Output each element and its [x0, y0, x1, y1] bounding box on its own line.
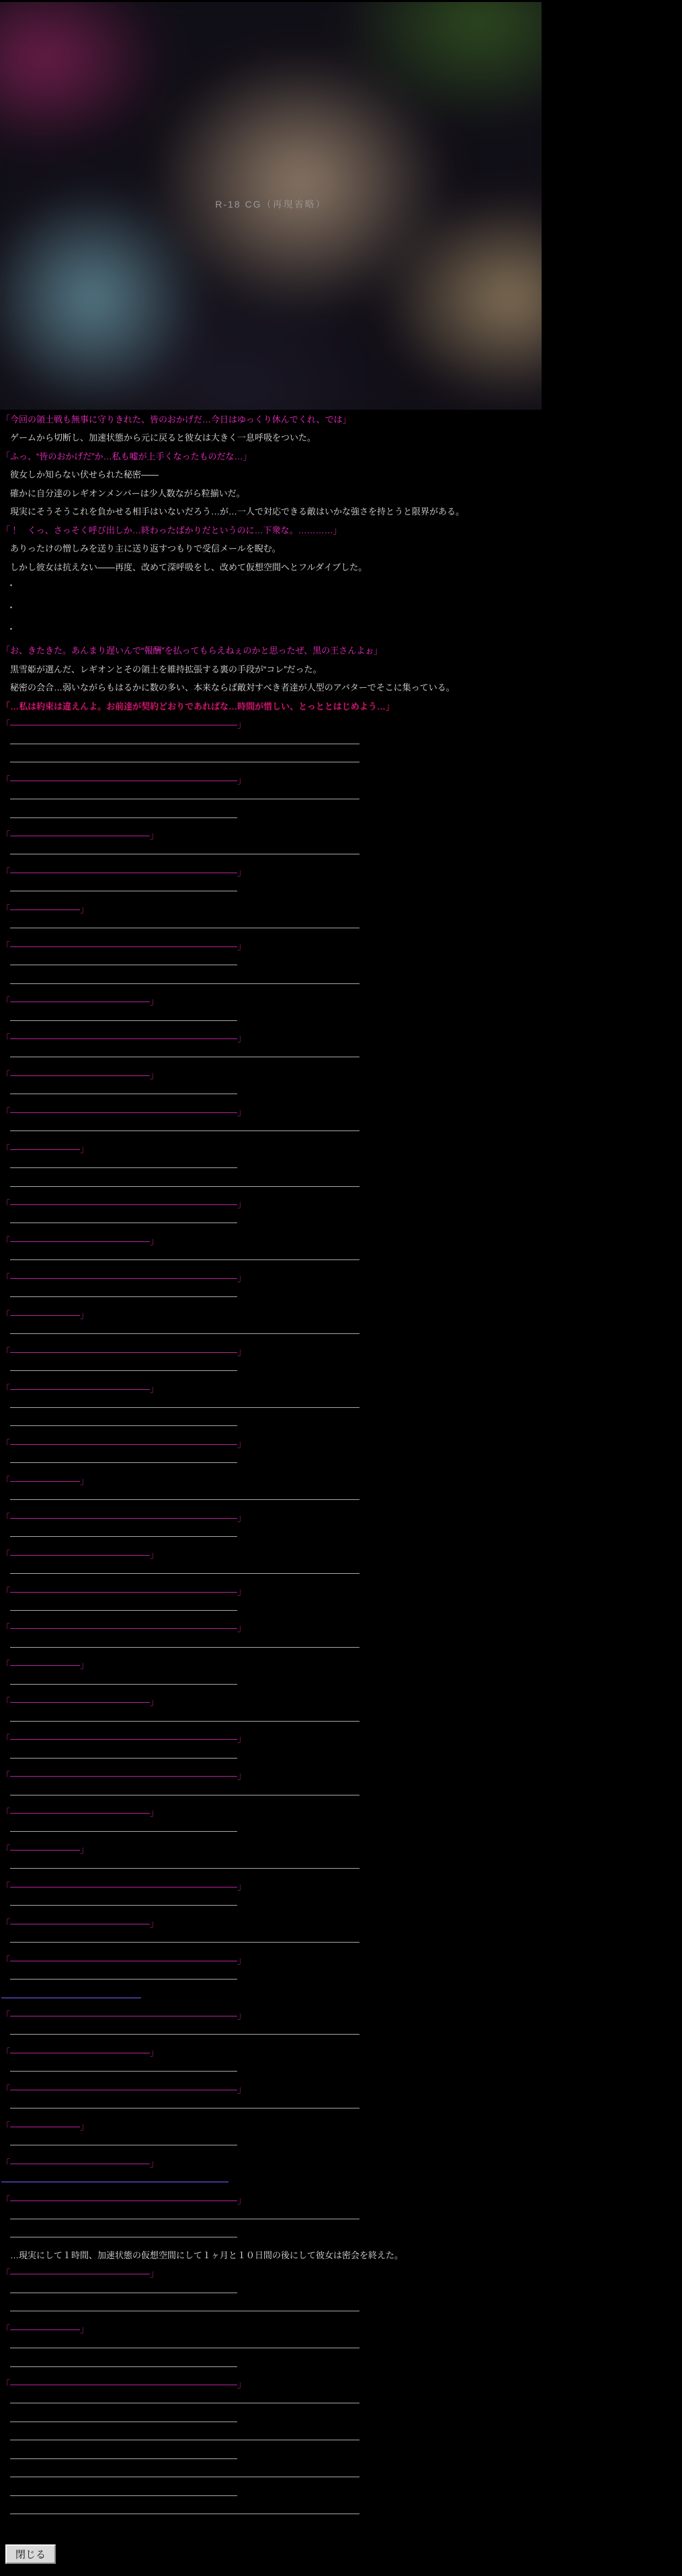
- log-line-redacted: ――――――――――――――――――――――――――: [1, 885, 237, 896]
- log-line: 「お、きたきた。あんまり遅いんで“報酬”を払ってもらえねぇのかと思ったぜ、黒の王さんよぉ」: [1, 646, 383, 656]
- log-line-redacted: 「――――――――――――――――――――――――――」: [1, 1623, 246, 1634]
- log-line-redacted: 「――――――――――――――――――――――――――」: [1, 1199, 246, 1210]
- log-line: 黒雪姫が選んだ、レギオンとその領土を維持拡張する裏の手段が“コレ”だった。: [1, 664, 322, 674]
- log-line-redacted: ――――――――――――――――――――――――――――――――――――――――: [1, 738, 359, 748]
- log-line-redacted: ――――――――――――――――――――――――――――――――――――――――: [1, 1568, 359, 1579]
- log-line-redacted: 「――――――――――――――――」: [1, 2268, 159, 2279]
- log-line-redacted: 「――――――――――――――――――――――――――」: [1, 940, 246, 951]
- log-line-redacted: 「――――――――――――――――――――――――――」: [1, 1438, 246, 1449]
- log-line: 「！ くっ、さっそく呼び出しか…終わったばかりだというのに…下衆な。…………」: [1, 525, 342, 535]
- log-line-redacted: ――――――――――――――――――――――――――: [1, 1217, 237, 1228]
- log-line-redacted: ――――――――――――――――――――――――――――――――――――――――: [1, 1254, 359, 1265]
- log-line-redacted: 「――――――――――――――――」: [1, 2047, 159, 2057]
- log-line-redacted: ――――――――――――――――――――――――――――――――――――――――: [1, 2102, 359, 2113]
- log-line-redacted: ――――――――――――――――――――――――――――――――――――――――: [1, 2508, 359, 2519]
- log-line-redacted: 「――――――――――――――――」: [1, 1918, 159, 1928]
- log-line: 確かに自分達のレギオンメンバーは少人数ながら粒揃いだ。: [1, 488, 245, 498]
- log-line-redacted: 「――――――――――――――――――――――――――」: [1, 1106, 246, 1117]
- log-line-redacted: 「――――――――――――――――」: [1, 1069, 159, 1080]
- log-line-redacted: 「――――――――――――――――――――――――――」: [1, 1272, 246, 1283]
- log-lines: [1, 414, 681, 2520]
- log-line: 「ふっ、“皆のおかげだ”か…私も嘘が上手くなったものだな…」: [1, 451, 252, 461]
- log-line-redacted: ――――――――――――――――――――――――――: [1, 959, 237, 970]
- log-line-redacted: 「――――――――――――――――――――――――――」: [1, 1734, 246, 1744]
- log-line: 「…私は約束は違えんよ。お前達が契約どおりであればな…時間が惜しい、とっととはじめよう…」: [1, 701, 394, 711]
- redaction-label: R-18 CG（再現省略）: [215, 199, 327, 210]
- log-line-redacted: ――――――――――――――――――――――――――――――――――――――――: [1, 1715, 359, 1726]
- log-line-redacted: 「――――――――――――――――」: [1, 996, 159, 1007]
- log-line-redacted: ――――――――――――――――――――――――――: [1, 811, 237, 822]
- log-line-redacted: ――――――――――――――――――――――――――――――――――――――――: [1, 1494, 359, 1505]
- log-line-redacted: ――――――――――――――――――――――――――――――――――――――――: [1, 2434, 359, 2445]
- log-line-redacted: ――――――――――――――――――――――――――: [1, 1420, 237, 1431]
- log-line-redacted: ――――――――――――――――――――――――――: [1, 1973, 237, 1984]
- log-line-redacted: ――――――――――――――――――――――――――: [1, 2360, 237, 2371]
- log-line-redacted: 「――――――――――――――――――――――――――」: [1, 2379, 246, 2390]
- log-line-redacted: ――――――――――――――――――――――――――――――――――――――――: [1, 2397, 359, 2408]
- log-line-redacted: ――――――――――――――――――――――――――: [1, 1457, 237, 1468]
- log-line: ゲームから切断し、加速状態から元に戻ると彼女は大きく一息呼吸をついた。: [1, 433, 316, 443]
- log-line-redacted: ――――――――――――――――――――――――――――――――――――――――: [1, 922, 359, 933]
- log-line-redacted: ――――――――――――――――――――――――――: [1, 2415, 237, 2426]
- log-line-redacted: ――――――――――――――――――――――――――: [1, 1605, 237, 1615]
- log-line-redacted: 「――――――――――――――――――――――――――」: [1, 719, 246, 730]
- log-line-redacted: 「――――――――」: [1, 1660, 89, 1671]
- log-line-redacted: ――――――――――――――――――――――――――――――――――――――――: [1, 1937, 359, 1947]
- log-line-redacted: ――――――――――――――――――――――――――――――――――――――――: [1, 2342, 359, 2353]
- log-line-redacted: ――――――――――――――――――――――――――: [1, 1162, 237, 1173]
- log-line-redacted: ――――――――――――――――――――――――――――――――――――――――: [1, 756, 359, 767]
- log-line-redacted: 「――――――――」: [1, 2323, 89, 2334]
- log-line-redacted: ――――――――――――――――――――――――――――――――――――――――: [1, 977, 359, 988]
- log-line-redacted: ――――――――――――――――――――――――――――――――――――――――: [1, 1125, 359, 1136]
- censored-image-placeholder: [0, 2, 542, 410]
- log-line-redacted: ――――――――――――――――――――――――――――――――――――――――: [1, 848, 359, 859]
- log-line-redacted: ――――――――――――――――――――――――――: [1, 2231, 237, 2242]
- log-line-redacted: ――――――――――――――――――――――――――: [1, 2176, 228, 2187]
- log-line-redacted: ――――――――――――――――――――――――――: [1, 2286, 237, 2297]
- log-line-redacted: ――――――――――――――――――――――――――――――――――――――――: [1, 1051, 359, 1062]
- log-line-redacted: ――――――――――――――――――――――――――――――――――――――――: [1, 2471, 359, 2482]
- log-line-redacted: 「――――――――」: [1, 1844, 89, 1855]
- log-line-redacted: 「――――――――――――――――」: [1, 830, 159, 840]
- log-line-redacted: 「――――――――――――――――」: [1, 1549, 159, 1560]
- log-line-redacted: 「――――――――――――――――――――――――――」: [1, 2084, 246, 2094]
- log-line-redacted: 「――――――――――――――――――――――――――」: [1, 1512, 246, 1523]
- log-line: 「今回の領土戦も無事に守りきれた、皆のおかげだ…今日はゆっくり休んでくれ、では」: [1, 414, 351, 425]
- log-line-redacted: 「――――――――」: [1, 2121, 89, 2131]
- log-line-redacted: ――――――――――――――――――――――――――: [1, 1014, 237, 1025]
- log-line-redacted: ――――――――――――――――――――――――――: [1, 2452, 237, 2463]
- log-line-redacted: ――――――――――――――――――――――――――: [1, 2066, 237, 2076]
- log-line-redacted: ――――――――――――――――――――――――――: [1, 1900, 237, 1910]
- log-line-redacted: 「――――――――――――――――」: [1, 1697, 159, 1707]
- log-line-redacted: 「――――――――――――――――――――――――――」: [1, 1771, 246, 1781]
- log-line-redacted: ――――――――――――――――: [1, 1992, 141, 2002]
- log-line-redacted: 「――――――――――――――――――――――――――」: [1, 774, 246, 785]
- log-line-redacted: 「――――――――――――――――」: [1, 2158, 159, 2168]
- log-line: 現実にそうそうこれを負かせる相手はいないだろう…が…一人で対応できる敵はいかな強さを持とうと限界がある。: [1, 506, 465, 517]
- log-line: ありったけの憎しみを送り主に送り返すつもりで受信メールを睨む。: [1, 543, 281, 554]
- log-dots-line: ・: [7, 623, 16, 634]
- log-line-redacted: ――――――――――――――――――――――――――: [1, 1365, 237, 1376]
- log-line-redacted: 「――――――――――――――――」: [1, 1383, 159, 1394]
- log-line-redacted: 「――――――――――――――――」: [1, 1807, 159, 1818]
- log-line-redacted: 「――――――――――――――――」: [1, 1235, 159, 1246]
- log-line-redacted: 「――――――――」: [1, 903, 89, 914]
- log-line-redacted: ――――――――――――――――――――――――――: [1, 1752, 237, 1763]
- log-line-redacted: 「――――――――」: [1, 1475, 89, 1486]
- log-line-redacted: 「――――――――――――――――――――――――――」: [1, 2010, 246, 2020]
- log-line: しかし彼女は抗えない――再度、改めて深呼吸をし、改めて仮想空間へとフルダイブした。: [1, 562, 368, 572]
- log-dots-line: ・: [7, 580, 16, 591]
- log-dots-line: ・: [7, 602, 16, 613]
- log-line-redacted: ――――――――――――――――――――――――――: [1, 1826, 237, 1836]
- log-line-redacted: ――――――――――――――――――――――――――――――――――――――――: [1, 1402, 359, 1413]
- log-line-redacted: ――――――――――――――――――――――――――: [1, 1678, 237, 1689]
- log-line-redacted: ――――――――――――――――――――――――――――――――――――――――: [1, 1789, 359, 1800]
- log-line-redacted: ――――――――――――――――――――――――――――――――――――――――: [1, 2305, 359, 2316]
- log-line-redacted: ――――――――――――――――――――――――――――――――――――――――: [1, 1328, 359, 1339]
- log-line: 秘密の会合…弱いながらもはるかに数の多い、本来ならば敵対すべき者達が人型のアバターでそこに集っている。: [1, 682, 455, 693]
- log-line-redacted: 「――――――――――――――――――――――――――」: [1, 1346, 246, 1357]
- log-line-redacted: ――――――――――――――――――――――――――: [1, 1291, 237, 1302]
- log-line: 彼女しか知らない伏せられた秘密――: [1, 470, 159, 480]
- log-line-redacted: 「――――――――――――――――――――――――――」: [1, 2194, 246, 2205]
- log-line-redacted: ――――――――――――――――――――――――――: [1, 1088, 237, 1099]
- close-button[interactable]: 閉じる: [5, 2544, 56, 2564]
- log-line-redacted: ――――――――――――――――――――――――――――――――――――――――: [1, 1863, 359, 1873]
- log-line-redacted: ――――――――――――――――――――――――――: [1, 1531, 237, 1542]
- log-line-redacted: ――――――――――――――――――――――――――――――――――――――――: [1, 2029, 359, 2039]
- log-line-redacted: 「――――――――」: [1, 1143, 89, 1154]
- log-line-redacted: ――――――――――――――――――――――――――――――――――――――――: [1, 1180, 359, 1191]
- log-line-redacted: 「――――――――――――――――――――――――――」: [1, 1586, 246, 1597]
- log-line-redacted: 「――――――――」: [1, 1309, 89, 1320]
- log-line-redacted: 「――――――――――――――――――――――――――」: [1, 1032, 246, 1043]
- log-line-redacted: 「――――――――――――――――――――――――――」: [1, 867, 246, 877]
- log-line-redacted: ――――――――――――――――――――――――――: [1, 2489, 237, 2500]
- log-line-redacted: ――――――――――――――――――――――――――――――――――――――――: [1, 793, 359, 804]
- log-line-redacted: 「――――――――――――――――――――――――――」: [1, 1955, 246, 1965]
- log-line-redacted: ――――――――――――――――――――――――――――――――――――――――: [1, 1641, 359, 1652]
- log-line-redacted: ――――――――――――――――――――――――――: [1, 2139, 237, 2150]
- log-line-redacted: ――――――――――――――――――――――――――――――――――――――――: [1, 2213, 359, 2223]
- log-line-redacted: 「――――――――――――――――――――――――――」: [1, 1881, 246, 1892]
- log-line: …現実にして１時間、加速状態の仮想空間にして１ヶ月と１０日間の後にして彼女は密会を終えた。: [1, 2250, 404, 2260]
